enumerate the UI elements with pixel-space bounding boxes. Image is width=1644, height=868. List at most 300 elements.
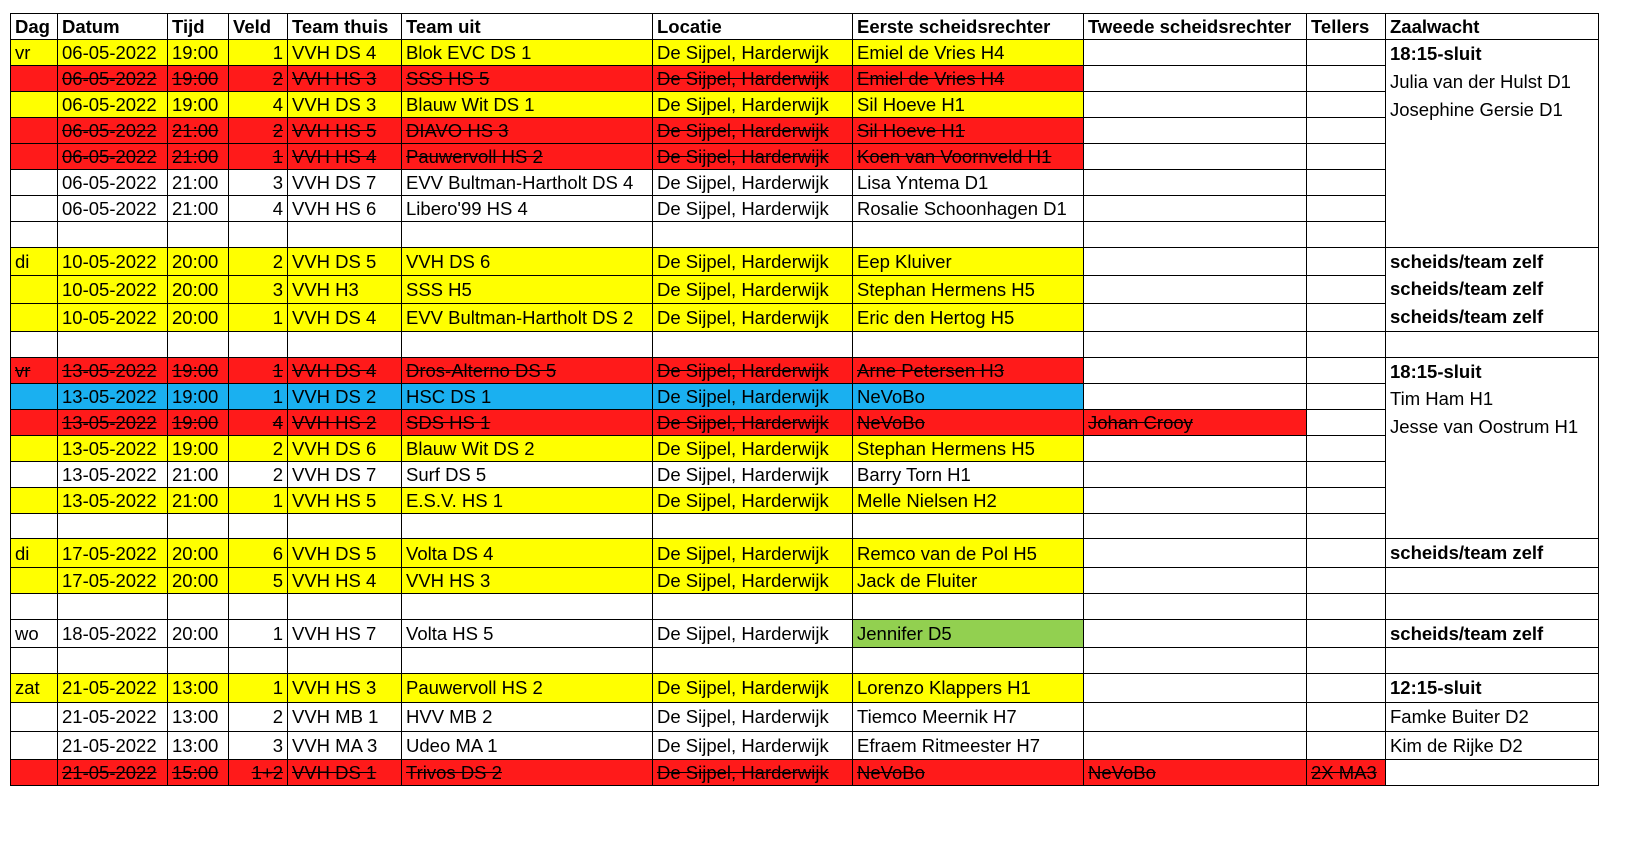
cell-datum: 06-05-2022 <box>58 118 168 144</box>
cell-tijd: 21:00 <box>168 118 229 144</box>
cell-thuis: VVH DS 6 <box>288 435 402 461</box>
cell-tellers <box>1307 247 1386 275</box>
cell-thuis: VVH MB 1 <box>288 702 402 731</box>
header-team-uit: Team uit <box>402 14 653 40</box>
cell-zaalwacht <box>1386 357 1599 539</box>
header-row <box>11 14 1599 40</box>
cell-thuis: VVH DS 1 <box>288 760 402 786</box>
cell-tijd: 19:00 <box>168 409 229 435</box>
cell-datum: 06-05-2022 <box>58 144 168 170</box>
cell-scheids2 <box>1084 619 1307 648</box>
cell-dag <box>11 275 58 303</box>
cell-zaalwacht <box>1386 40 1599 248</box>
cell-thuis: VVH DS 2 <box>288 383 402 409</box>
cell-scheids2: NeVoBo <box>1084 760 1307 786</box>
cell-locatie: De Sijpel, Harderwijk <box>653 409 853 435</box>
cell-locatie: De Sijpel, Harderwijk <box>653 247 853 275</box>
cell-datum: 13-05-2022 <box>58 357 168 383</box>
cell-scheids2 <box>1084 92 1307 118</box>
cell-datum: 13-05-2022 <box>58 487 168 513</box>
empty-cell <box>1307 648 1386 674</box>
empty-cell <box>402 331 653 357</box>
empty-cell <box>288 593 402 619</box>
cell-dag: wo <box>11 619 58 648</box>
cell-tijd: 20:00 <box>168 619 229 648</box>
cell-uit: Volta HS 5 <box>402 619 653 648</box>
cell-tellers <box>1307 539 1386 568</box>
empty-cell <box>653 648 853 674</box>
cell-datum: 06-05-2022 <box>58 170 168 196</box>
cell-datum: 13-05-2022 <box>58 409 168 435</box>
empty-cell <box>11 331 58 357</box>
cell-thuis: VVH HS 3 <box>288 673 402 702</box>
cell-uit: SSS H5 <box>402 275 653 303</box>
cell-uit: Blok EVC DS 1 <box>402 40 653 66</box>
empty-cell <box>653 513 853 539</box>
empty-cell <box>853 648 1084 674</box>
cell-scheids2 <box>1084 383 1307 409</box>
table-row <box>11 303 1599 331</box>
table-row <box>11 247 1599 275</box>
empty-cell <box>58 331 168 357</box>
empty-cell <box>1307 331 1386 357</box>
schedule-table <box>10 13 1599 786</box>
table-row <box>11 487 1599 513</box>
cell-dag <box>11 702 58 731</box>
cell-scheids1: NeVoBo <box>853 383 1084 409</box>
cell-scheids1: Emiel de Vries H4 <box>853 66 1084 92</box>
zaalwacht-entry: 18:15-sluit <box>1390 43 1482 64</box>
zaalwacht-entry: Jesse van Oostrum H1 <box>1390 416 1579 438</box>
cell-zaalwacht <box>1386 731 1599 760</box>
cell-veld: 1 <box>229 383 288 409</box>
empty-cell <box>168 513 229 539</box>
cell-scheids1: Stephan Hermens H5 <box>853 435 1084 461</box>
header-veld: Veld <box>229 14 288 40</box>
cell-thuis: VVH HS 2 <box>288 409 402 435</box>
table-row <box>11 461 1599 487</box>
cell-scheids2 <box>1084 170 1307 196</box>
empty-cell <box>653 593 853 619</box>
cell-scheids2 <box>1084 702 1307 731</box>
empty-cell <box>58 513 168 539</box>
cell-thuis: VVH HS 5 <box>288 487 402 513</box>
cell-tellers <box>1307 170 1386 196</box>
cell-veld: 2 <box>229 118 288 144</box>
empty-cell <box>853 513 1084 539</box>
cell-uit: Pauwervoll HS 2 <box>402 673 653 702</box>
spacer-row <box>11 648 1599 674</box>
empty-cell <box>1084 331 1307 357</box>
table-row <box>11 170 1599 196</box>
cell-uit: SSS HS 5 <box>402 66 653 92</box>
header-datum: Datum <box>58 14 168 40</box>
empty-cell <box>1307 222 1386 248</box>
cell-uit: SDS HS 1 <box>402 409 653 435</box>
cell-veld: 1 <box>229 673 288 702</box>
cell-datum: 10-05-2022 <box>58 275 168 303</box>
cell-tijd: 15:00 <box>168 760 229 786</box>
cell-tellers <box>1307 66 1386 92</box>
cell-tellers <box>1307 435 1386 461</box>
cell-veld: 1 <box>229 357 288 383</box>
zaalwacht-entry: scheids/team zelf <box>1390 278 1544 300</box>
cell-scheids1: Eric den Hertog H5 <box>853 303 1084 331</box>
cell-uit: HSC DS 1 <box>402 383 653 409</box>
empty-cell <box>1084 513 1307 539</box>
empty-cell <box>58 593 168 619</box>
cell-veld: 1 <box>229 619 288 648</box>
cell-veld: 4 <box>229 92 288 118</box>
cell-veld: 1 <box>229 303 288 331</box>
cell-uit: Pauwervoll HS 2 <box>402 144 653 170</box>
cell-locatie: De Sijpel, Harderwijk <box>653 144 853 170</box>
cell-tellers <box>1307 275 1386 303</box>
cell-tijd: 19:00 <box>168 40 229 66</box>
cell-dag <box>11 731 58 760</box>
cell-datum: 06-05-2022 <box>58 196 168 222</box>
cell-datum: 21-05-2022 <box>58 702 168 731</box>
cell-thuis: VVH H3 <box>288 275 402 303</box>
header-locatie: Locatie <box>653 14 853 40</box>
zaalwacht-entry: Josephine Gersie D1 <box>1390 98 1563 120</box>
cell-tijd: 20:00 <box>168 567 229 593</box>
empty-cell <box>168 593 229 619</box>
header-eerste-scheidsrechter: Eerste scheidsrechter <box>853 14 1084 40</box>
table-row <box>11 357 1599 383</box>
cell-dag <box>11 567 58 593</box>
cell-thuis: VVH DS 5 <box>288 539 402 568</box>
cell-scheids1: Remco van de Pol H5 <box>853 539 1084 568</box>
cell-zaalwacht <box>1386 247 1599 331</box>
cell-thuis: VVH DS 7 <box>288 170 402 196</box>
cell-zaalwacht <box>1386 331 1599 357</box>
cell-thuis: VVH HS 4 <box>288 567 402 593</box>
spacer-row <box>11 513 1599 539</box>
table-row <box>11 92 1599 118</box>
cell-scheids1: Jennifer D5 <box>853 619 1084 648</box>
cell-locatie: De Sijpel, Harderwijk <box>653 275 853 303</box>
cell-locatie: De Sijpel, Harderwijk <box>653 702 853 731</box>
cell-dag <box>11 487 58 513</box>
empty-cell <box>288 648 402 674</box>
cell-locatie: De Sijpel, Harderwijk <box>653 66 853 92</box>
cell-veld: 1 <box>229 144 288 170</box>
cell-thuis: VVH DS 3 <box>288 92 402 118</box>
cell-tellers <box>1307 118 1386 144</box>
cell-scheids2 <box>1084 66 1307 92</box>
cell-dag: di <box>11 247 58 275</box>
table-row <box>11 144 1599 170</box>
cell-tellers <box>1307 702 1386 731</box>
cell-uit: Dros-Alterno DS 5 <box>402 357 653 383</box>
cell-locatie: De Sijpel, Harderwijk <box>653 731 853 760</box>
cell-datum: 18-05-2022 <box>58 619 168 648</box>
zaalwacht-entry: Kim de Rijke D2 <box>1390 734 1523 756</box>
cell-uit: Blauw Wit DS 1 <box>402 92 653 118</box>
table-row <box>11 760 1599 786</box>
cell-tellers: 2X MA3 <box>1307 760 1386 786</box>
cell-locatie: De Sijpel, Harderwijk <box>653 118 853 144</box>
cell-locatie: De Sijpel, Harderwijk <box>653 539 853 568</box>
cell-dag <box>11 66 58 92</box>
cell-locatie: De Sijpel, Harderwijk <box>653 170 853 196</box>
table-row <box>11 673 1599 702</box>
cell-uit: Surf DS 5 <box>402 461 653 487</box>
cell-datum: 21-05-2022 <box>58 760 168 786</box>
cell-dag: di <box>11 539 58 568</box>
zaalwacht-entry: Julia van der Hulst D1 <box>1390 70 1571 92</box>
cell-tellers <box>1307 383 1386 409</box>
cell-veld: 2 <box>229 702 288 731</box>
empty-cell <box>11 222 58 248</box>
cell-veld: 2 <box>229 435 288 461</box>
empty-cell <box>229 513 288 539</box>
cell-dag <box>11 383 58 409</box>
cell-tellers <box>1307 567 1386 593</box>
cell-scheids2 <box>1084 539 1307 568</box>
cell-datum: 06-05-2022 <box>58 40 168 66</box>
empty-cell <box>402 593 653 619</box>
cell-datum: 06-05-2022 <box>58 66 168 92</box>
cell-tijd: 21:00 <box>168 487 229 513</box>
empty-cell <box>229 222 288 248</box>
table-row <box>11 567 1599 593</box>
cell-scheids1: Emiel de Vries H4 <box>853 40 1084 66</box>
cell-datum: 21-05-2022 <box>58 673 168 702</box>
cell-locatie: De Sijpel, Harderwijk <box>653 619 853 648</box>
cell-veld: 2 <box>229 66 288 92</box>
cell-thuis: VVH HS 7 <box>288 619 402 648</box>
cell-zaalwacht <box>1386 619 1599 648</box>
empty-cell <box>229 331 288 357</box>
zaalwacht-entry: scheids/team zelf <box>1390 306 1544 328</box>
cell-dag <box>11 461 58 487</box>
header-team-thuis: Team thuis <box>288 14 402 40</box>
cell-zaalwacht <box>1386 648 1599 674</box>
cell-veld: 1 <box>229 40 288 66</box>
empty-cell <box>11 513 58 539</box>
empty-cell <box>1084 593 1307 619</box>
cell-zaalwacht <box>1386 593 1599 619</box>
cell-datum: 13-05-2022 <box>58 383 168 409</box>
cell-scheids2: Johan Crooy <box>1084 409 1307 435</box>
cell-scheids1: NeVoBo <box>853 409 1084 435</box>
cell-thuis: VVH DS 4 <box>288 40 402 66</box>
cell-veld: 2 <box>229 247 288 275</box>
cell-veld: 4 <box>229 196 288 222</box>
cell-scheids1: NeVoBo <box>853 760 1084 786</box>
cell-uit: EVV Bultman-Hartholt DS 4 <box>402 170 653 196</box>
cell-tijd: 20:00 <box>168 275 229 303</box>
spacer-row <box>11 331 1599 357</box>
cell-dag <box>11 303 58 331</box>
cell-tellers <box>1307 357 1386 383</box>
cell-tijd: 20:00 <box>168 539 229 568</box>
cell-zaalwacht <box>1386 567 1599 593</box>
cell-dag <box>11 196 58 222</box>
cell-tellers <box>1307 461 1386 487</box>
cell-datum: 13-05-2022 <box>58 435 168 461</box>
empty-cell <box>58 222 168 248</box>
cell-tellers <box>1307 487 1386 513</box>
cell-tijd: 13:00 <box>168 673 229 702</box>
cell-datum: 17-05-2022 <box>58 567 168 593</box>
table-row <box>11 731 1599 760</box>
empty-cell <box>853 593 1084 619</box>
cell-tijd: 19:00 <box>168 435 229 461</box>
table-row <box>11 383 1599 409</box>
cell-uit: VVH HS 3 <box>402 567 653 593</box>
cell-scheids2 <box>1084 731 1307 760</box>
cell-tijd: 20:00 <box>168 303 229 331</box>
cell-uit: HVV MB 2 <box>402 702 653 731</box>
cell-scheids1: Lisa Yntema D1 <box>853 170 1084 196</box>
empty-cell <box>653 222 853 248</box>
cell-dag: vr <box>11 40 58 66</box>
cell-uit: Volta DS 4 <box>402 539 653 568</box>
cell-scheids1: Arne Petersen H3 <box>853 357 1084 383</box>
cell-scheids1: Eep Kluiver <box>853 247 1084 275</box>
cell-datum: 13-05-2022 <box>58 461 168 487</box>
cell-scheids2 <box>1084 673 1307 702</box>
cell-scheids1: Stephan Hermens H5 <box>853 275 1084 303</box>
cell-uit: VVH DS 6 <box>402 247 653 275</box>
empty-cell <box>402 648 653 674</box>
empty-cell <box>1084 222 1307 248</box>
cell-scheids1: Barry Torn H1 <box>853 461 1084 487</box>
cell-uit: Udeo MA 1 <box>402 731 653 760</box>
cell-tellers <box>1307 731 1386 760</box>
cell-scheids1: Rosalie Schoonhagen D1 <box>853 196 1084 222</box>
cell-tellers <box>1307 144 1386 170</box>
cell-scheids1: Lorenzo Klappers H1 <box>853 673 1084 702</box>
cell-tellers <box>1307 619 1386 648</box>
header-dag: Dag <box>11 14 58 40</box>
cell-scheids2 <box>1084 435 1307 461</box>
cell-thuis: VVH DS 4 <box>288 357 402 383</box>
cell-tellers <box>1307 196 1386 222</box>
cell-uit: Blauw Wit DS 2 <box>402 435 653 461</box>
cell-datum: 10-05-2022 <box>58 303 168 331</box>
cell-veld: 5 <box>229 567 288 593</box>
cell-tellers <box>1307 409 1386 435</box>
cell-dag: vr <box>11 357 58 383</box>
cell-scheids2 <box>1084 487 1307 513</box>
cell-scheids2 <box>1084 196 1307 222</box>
cell-locatie: De Sijpel, Harderwijk <box>653 760 853 786</box>
cell-dag <box>11 760 58 786</box>
cell-scheids2 <box>1084 357 1307 383</box>
cell-thuis: VVH HS 5 <box>288 118 402 144</box>
empty-cell <box>402 222 653 248</box>
zaalwacht-entry: Tim Ham H1 <box>1390 388 1494 410</box>
cell-dag <box>11 170 58 196</box>
cell-scheids1: Koen van Voornveld H1 <box>853 144 1084 170</box>
cell-tijd: 19:00 <box>168 357 229 383</box>
header-tweede-scheidsrechter: Tweede scheidsrechter <box>1084 14 1307 40</box>
cell-uit: E.S.V. HS 1 <box>402 487 653 513</box>
cell-tellers <box>1307 673 1386 702</box>
cell-zaalwacht <box>1386 539 1599 568</box>
cell-tijd: 19:00 <box>168 383 229 409</box>
table-row <box>11 66 1599 92</box>
cell-locatie: De Sijpel, Harderwijk <box>653 461 853 487</box>
empty-cell <box>1307 513 1386 539</box>
cell-veld: 6 <box>229 539 288 568</box>
cell-scheids1: Melle Nielsen H2 <box>853 487 1084 513</box>
cell-scheids1: Sil Hoeve H1 <box>853 92 1084 118</box>
cell-zaalwacht <box>1386 702 1599 731</box>
schedule-body <box>11 40 1599 786</box>
empty-cell <box>288 222 402 248</box>
zaalwacht-entry: scheids/team zelf <box>1390 542 1544 564</box>
cell-veld: 2 <box>229 461 288 487</box>
table-row <box>11 619 1599 648</box>
cell-scheids2 <box>1084 567 1307 593</box>
empty-cell <box>168 331 229 357</box>
cell-uit: Libero'99 HS 4 <box>402 196 653 222</box>
cell-tijd: 19:00 <box>168 92 229 118</box>
empty-cell <box>288 513 402 539</box>
header-tellers: Tellers <box>1307 14 1386 40</box>
cell-tijd: 21:00 <box>168 170 229 196</box>
empty-cell <box>853 331 1084 357</box>
zaalwacht-entry: 12:15-sluit <box>1390 676 1482 698</box>
cell-datum: 17-05-2022 <box>58 539 168 568</box>
table-row <box>11 40 1599 66</box>
empty-cell <box>288 331 402 357</box>
table-row <box>11 275 1599 303</box>
cell-locatie: De Sijpel, Harderwijk <box>653 40 853 66</box>
spacer-row <box>11 222 1599 248</box>
cell-uit: DIAVO HS 3 <box>402 118 653 144</box>
zaalwacht-entry: Famke Buiter D2 <box>1390 705 1529 727</box>
cell-tijd: 21:00 <box>168 461 229 487</box>
cell-thuis: VVH MA 3 <box>288 731 402 760</box>
cell-locatie: De Sijpel, Harderwijk <box>653 383 853 409</box>
cell-veld: 3 <box>229 170 288 196</box>
cell-tellers <box>1307 40 1386 66</box>
cell-zaalwacht <box>1386 760 1599 786</box>
cell-locatie: De Sijpel, Harderwijk <box>653 487 853 513</box>
empty-cell <box>58 648 168 674</box>
cell-scheids2 <box>1084 40 1307 66</box>
cell-tellers <box>1307 92 1386 118</box>
cell-tijd: 19:00 <box>168 66 229 92</box>
cell-locatie: De Sijpel, Harderwijk <box>653 303 853 331</box>
empty-cell <box>853 222 1084 248</box>
empty-cell <box>1084 648 1307 674</box>
cell-locatie: De Sijpel, Harderwijk <box>653 92 853 118</box>
cell-scheids2 <box>1084 461 1307 487</box>
cell-dag <box>11 435 58 461</box>
cell-dag <box>11 118 58 144</box>
cell-dag <box>11 144 58 170</box>
cell-locatie: De Sijpel, Harderwijk <box>653 567 853 593</box>
cell-locatie: De Sijpel, Harderwijk <box>653 196 853 222</box>
cell-veld: 1 <box>229 487 288 513</box>
spacer-row <box>11 593 1599 619</box>
empty-cell <box>402 513 653 539</box>
cell-scheids1: Sil Hoeve H1 <box>853 118 1084 144</box>
cell-dag: zat <box>11 673 58 702</box>
cell-thuis: VVH DS 5 <box>288 247 402 275</box>
cell-uit: Trivos DS 2 <box>402 760 653 786</box>
cell-datum: 10-05-2022 <box>58 247 168 275</box>
cell-tijd: 13:00 <box>168 702 229 731</box>
cell-tijd: 21:00 <box>168 196 229 222</box>
